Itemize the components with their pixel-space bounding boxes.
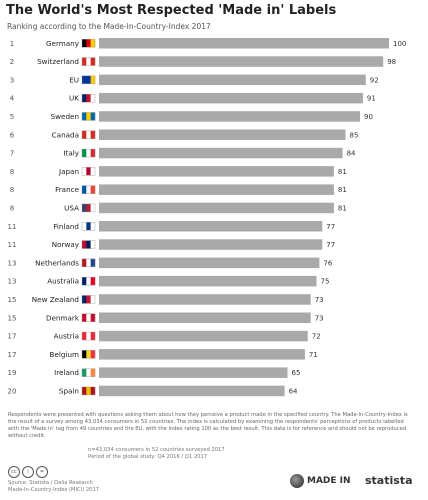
bar-row	[8, 331, 321, 342]
rank-label: 11	[7, 222, 17, 231]
value-label: 75	[320, 277, 330, 286]
flag-icon	[82, 76, 95, 84]
bar	[99, 239, 322, 250]
rank-label: 17	[7, 332, 17, 341]
bar	[99, 38, 389, 49]
rank-label: 20	[7, 387, 17, 396]
bar-row	[10, 166, 347, 177]
chart-subtitle: Ranking according to the Made-In-Country-Index 2017	[7, 22, 211, 31]
bar	[99, 294, 311, 305]
bar-row	[8, 239, 336, 250]
category-label: Denmark	[45, 313, 79, 323]
rank-label: 5	[9, 112, 15, 121]
category-label: Australia	[47, 276, 79, 286]
flag-icon	[82, 94, 95, 102]
value-label: 85	[349, 131, 359, 140]
rank-label: 3	[9, 76, 15, 85]
category-label: Japan	[58, 166, 79, 176]
rank-label: 4	[9, 94, 15, 103]
value-label: 64	[288, 387, 298, 396]
flag-icon	[82, 387, 95, 395]
flag-icon	[82, 277, 95, 285]
category-label: UK	[69, 93, 79, 103]
flag-icon	[82, 259, 95, 267]
flag-icon	[82, 149, 95, 157]
bar-row	[10, 38, 407, 49]
category-label: Finland	[53, 221, 79, 231]
bar-row	[10, 148, 356, 159]
made-in-logo	[290, 474, 351, 488]
bar-row	[8, 294, 324, 305]
value-label: 65	[291, 369, 301, 378]
bar	[99, 386, 285, 397]
flag-icon	[82, 350, 95, 358]
bar-row	[10, 56, 396, 67]
value-label: 91	[366, 94, 376, 103]
value-label: 73	[314, 314, 324, 323]
by-icon: i	[22, 466, 34, 478]
bar	[99, 93, 363, 104]
rank-label: 13	[7, 259, 17, 268]
value-label: 77	[326, 222, 336, 231]
period-note: Period of the global study: Q4 2016 / Q1 2017	[88, 453, 208, 460]
bar	[99, 258, 319, 269]
bar-row	[8, 386, 299, 397]
flag-icon	[82, 241, 95, 249]
bar	[99, 349, 305, 360]
category-label: Austria	[53, 331, 79, 341]
value-label: 71	[308, 350, 318, 359]
rank-label: 8	[9, 204, 15, 213]
bar-row	[8, 221, 336, 232]
category-label: Italy	[63, 148, 79, 158]
globe-icon	[290, 474, 304, 488]
credit-line-1: Source: Statista / Dalia Research	[8, 480, 93, 486]
bar	[99, 111, 360, 122]
bar-chart	[0, 34, 428, 406]
bar	[99, 331, 308, 342]
value-label: 100	[393, 39, 407, 48]
rank-label: 15	[7, 314, 17, 323]
rank-label: 11	[7, 241, 17, 250]
value-label: 92	[369, 76, 379, 85]
bar-row	[8, 313, 324, 324]
rank-label: 13	[7, 277, 17, 286]
sample-note: n=43,034 consumers in 52 countries surveyed 2017	[88, 447, 225, 453]
value-label: 76	[323, 259, 333, 268]
bar-row	[10, 184, 347, 195]
flag-icon	[82, 58, 95, 66]
category-label: Spain	[58, 386, 79, 396]
chart-title: The World's Most Respected 'Made in' Labels	[6, 3, 337, 18]
category-label: EU	[69, 75, 79, 85]
category-label: USA	[64, 203, 79, 213]
nd-icon: =	[36, 466, 48, 478]
category-label: Belgium	[49, 349, 79, 359]
category-label: Ireland	[54, 368, 79, 378]
rank-label: 15	[7, 295, 17, 304]
value-label: 90	[364, 112, 373, 121]
flag-icon	[82, 167, 95, 175]
bar-row	[8, 349, 318, 360]
rank-label: 8	[9, 167, 15, 176]
rank-label: 17	[7, 350, 17, 359]
statista-logo: statista	[365, 474, 413, 487]
rank-label: 6	[9, 131, 15, 140]
flag-icon	[82, 131, 95, 139]
value-label: 77	[326, 241, 336, 250]
rank-label: 8	[9, 186, 15, 195]
survey-info	[88, 447, 288, 460]
bar-row	[10, 75, 379, 86]
category-label: Canada	[51, 130, 79, 140]
source-credit	[8, 480, 188, 493]
category-label: New Zealand	[31, 294, 79, 304]
bar-row	[8, 276, 330, 287]
rank-label: 7	[9, 149, 15, 158]
bar-row	[10, 93, 376, 104]
flag-icon	[82, 222, 95, 230]
bar	[99, 75, 366, 86]
value-label: 98	[387, 58, 397, 67]
value-label: 72	[311, 332, 321, 341]
rank-label: 19	[7, 369, 17, 378]
bar	[99, 203, 334, 214]
bar	[99, 148, 343, 159]
flag-icon	[82, 112, 95, 120]
category-label: Sweden	[50, 111, 79, 121]
flag-icon	[82, 295, 95, 303]
bar	[99, 313, 311, 324]
flag-icon	[82, 39, 95, 47]
bar	[99, 166, 334, 177]
rank-label: 1	[9, 39, 15, 48]
bar	[99, 276, 317, 287]
category-label: Norway	[51, 240, 79, 250]
flag-icon	[82, 186, 95, 194]
category-label: Switzerland	[37, 57, 79, 67]
category-label: Germany	[45, 38, 79, 48]
bar-row	[10, 111, 373, 122]
footnote: Respondents were presented with questions asking them about how they perceive a product made in the specified country. The Made-In-Country-Index is the result of a survey among 43,034 consumers in 52 countries. The index is calculated by examining the respondents' perceptions of products labelled with the 'Made in' tag from 49 countries and the EU, with the index rating 100 as the best result. This data is for reference and should not be reproduced without credit.	[8, 412, 408, 439]
value-label: 81	[337, 186, 347, 195]
flag-icon	[82, 314, 95, 322]
license-icons	[8, 466, 48, 478]
cc-icon: cc	[8, 466, 20, 478]
flag-icon	[82, 332, 95, 340]
bar-row	[8, 258, 333, 269]
bar	[99, 367, 288, 378]
bar	[99, 184, 334, 195]
bar	[99, 130, 346, 141]
category-label: Netherlands	[35, 258, 79, 268]
bar-row	[8, 367, 301, 378]
bar-row	[10, 130, 359, 141]
bar	[99, 56, 383, 67]
category-label: France	[55, 185, 79, 195]
flag-icon	[82, 204, 95, 212]
value-label: 73	[314, 295, 324, 304]
value-label: 81	[337, 167, 347, 176]
bar-row	[10, 203, 347, 214]
flag-icon	[82, 369, 95, 377]
value-label: 84	[346, 149, 356, 158]
bar	[99, 221, 322, 232]
rank-label: 2	[9, 58, 15, 67]
credit-line-2: Made-In-Country-Index (MICI) 2017	[8, 486, 100, 493]
made-in-logo-text: MADE IN	[307, 476, 351, 486]
value-label: 81	[337, 204, 347, 213]
